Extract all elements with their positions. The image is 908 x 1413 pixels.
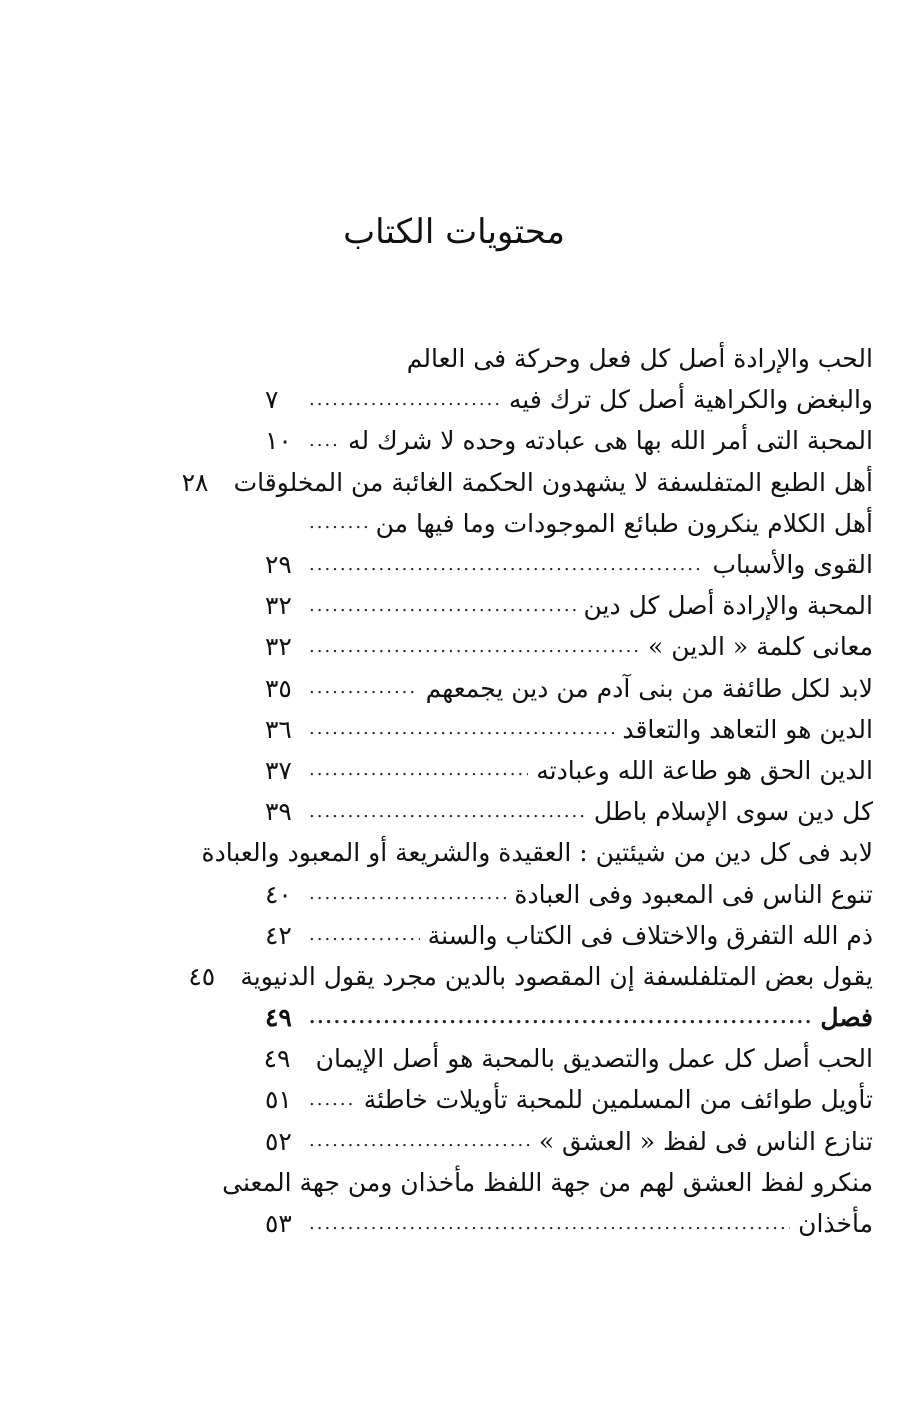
- toc-entry: [265, 1079, 873, 1120]
- toc-entry-title: الحب والإرادة أصل كل فعل وحركة فى العالم: [406, 344, 873, 374]
- toc-entry-page-number: ٣٥: [265, 673, 292, 703]
- dot-leader: [309, 720, 614, 738]
- dot-leader: [309, 679, 418, 697]
- toc-entry-title: يقول بعض المتلفلسفة إن المقصود بالدين مجرد يقول الدنيوية: [240, 961, 873, 991]
- toc-entry: [265, 791, 873, 832]
- toc-entry-title: أهل الطبع المتفلسفة لا يشهدون الحكمة الغائبة من المخلوقات: [233, 467, 873, 497]
- toc-entry-page-number: ٥٣: [265, 1209, 292, 1239]
- dot-leader: [309, 391, 501, 409]
- toc-entry-title: الحب أصل كل عمل والتصديق بالمحبة هو أصل الإيمان: [315, 1044, 873, 1074]
- dot-leader: [309, 803, 586, 821]
- toc-entry: [265, 626, 873, 667]
- dot-leader: [309, 1132, 531, 1150]
- toc-entry-title: كل دين سوى الإسلام باطل: [593, 797, 873, 827]
- toc-entry-page-number: ٤٩: [265, 1003, 292, 1033]
- toc-entry-page-number: ٣٩: [265, 797, 292, 827]
- toc-entry-page-number: ٥١: [265, 1085, 292, 1115]
- toc-entry-page-number: ٣٧: [265, 755, 292, 785]
- toc-entry: [265, 1038, 873, 1079]
- table-of-contents: [181, 338, 873, 1244]
- toc-entry: [265, 420, 873, 461]
- dot-leader: [309, 556, 704, 574]
- toc-entry: [265, 668, 873, 709]
- toc-entry: [265, 915, 873, 956]
- toc-entry: [265, 1203, 873, 1244]
- dot-leader: [309, 638, 640, 656]
- toc-entry-title: تنازع الناس فى لفظ « العشق »: [538, 1126, 873, 1156]
- toc-entry-title: مأخذان: [798, 1209, 873, 1239]
- toc-entry: [265, 750, 873, 791]
- page-title: محتويات الكتاب: [343, 212, 565, 252]
- toc-entry: [188, 956, 873, 997]
- toc-entry-page-number: ٣٦: [265, 714, 292, 744]
- dot-leader: [309, 761, 528, 779]
- dot-leader: [309, 926, 420, 944]
- toc-entry-page-number: ٥٢: [265, 1126, 292, 1156]
- toc-entry-page-number: ٧: [265, 385, 279, 415]
- dot-leader: [309, 597, 576, 615]
- toc-entry: [265, 873, 873, 914]
- toc-entry-title: لابد لكل طائفة من بنى آدم من دين يجمعهم: [425, 673, 873, 703]
- toc-entry-title: ذم الله التفرق والاختلاف فى الكتاب والسنة: [427, 920, 873, 950]
- dot-leader: [309, 514, 368, 532]
- toc-entry-title: منكرو لفظ العشق لهم من جهة اللفظ مأخذان ومن جهة المعنى: [222, 1167, 873, 1197]
- toc-entry-title: الدين الحق هو طاعة الله وعبادته: [536, 755, 873, 785]
- toc-entry-title: الدين هو التعاهد والتعاقد: [622, 714, 873, 744]
- toc-entry-page-number: ٢٨: [181, 467, 209, 497]
- dot-leader: [309, 885, 506, 903]
- toc-entry-title: تأويل طوائف من المسلمين للمحبة تأويلات خاطئة: [363, 1085, 873, 1115]
- toc-entry-title: فصل: [820, 1003, 873, 1033]
- toc-entry: [265, 544, 873, 585]
- toc-entry-page-number: ٤٥: [188, 961, 216, 991]
- toc-entry-title: القوى والأسباب: [712, 550, 873, 580]
- toc-entry: [201, 832, 873, 873]
- toc-entry: [265, 503, 873, 544]
- toc-entry-title: تنوع الناس فى المعبود وفى العبادة: [514, 879, 873, 909]
- dot-leader: [309, 432, 340, 450]
- toc-entry-page-number: ٤٠: [265, 879, 292, 909]
- toc-entry: [222, 1162, 873, 1203]
- toc-entry-page-number: ٤٩: [263, 1044, 291, 1074]
- toc-entry-page-number: ٣٢: [265, 632, 292, 662]
- toc-entry: [181, 462, 873, 503]
- toc-entry: [265, 997, 873, 1038]
- toc-entry-title: أهل الكلام ينكرون طبائع الموجودات وما فيها من: [375, 508, 873, 538]
- dot-leader: [309, 1091, 356, 1109]
- toc-entry-title: المحبة والإرادة أصل كل دين: [583, 591, 873, 621]
- toc-entry-title: والبغض والكراهية أصل كل ترك فيه: [508, 385, 873, 415]
- toc-entry: [265, 585, 873, 626]
- toc-entry-page-number: ٣٢: [265, 591, 292, 621]
- dot-leader: [309, 1215, 790, 1233]
- toc-entry: [265, 379, 873, 420]
- toc-entry: [265, 1121, 873, 1162]
- toc-entry-title: معانى كلمة « الدين »: [648, 632, 873, 662]
- toc-entry-page-number: ٤٢: [265, 920, 292, 950]
- toc-entry-page-number: ١٠: [265, 426, 292, 456]
- toc-entry-page-number: ٢٩: [265, 550, 292, 580]
- dot-leader: [309, 1009, 812, 1027]
- toc-entry: [265, 338, 873, 379]
- toc-entry-title: لابد فى كل دين من شيئتين : العقيدة والشريعة أو المعبود والعبادة: [201, 838, 873, 868]
- toc-entry-title: المحبة التى أمر الله بها هى عبادته وحده لا شرك له: [348, 426, 873, 456]
- toc-entry: [265, 709, 873, 750]
